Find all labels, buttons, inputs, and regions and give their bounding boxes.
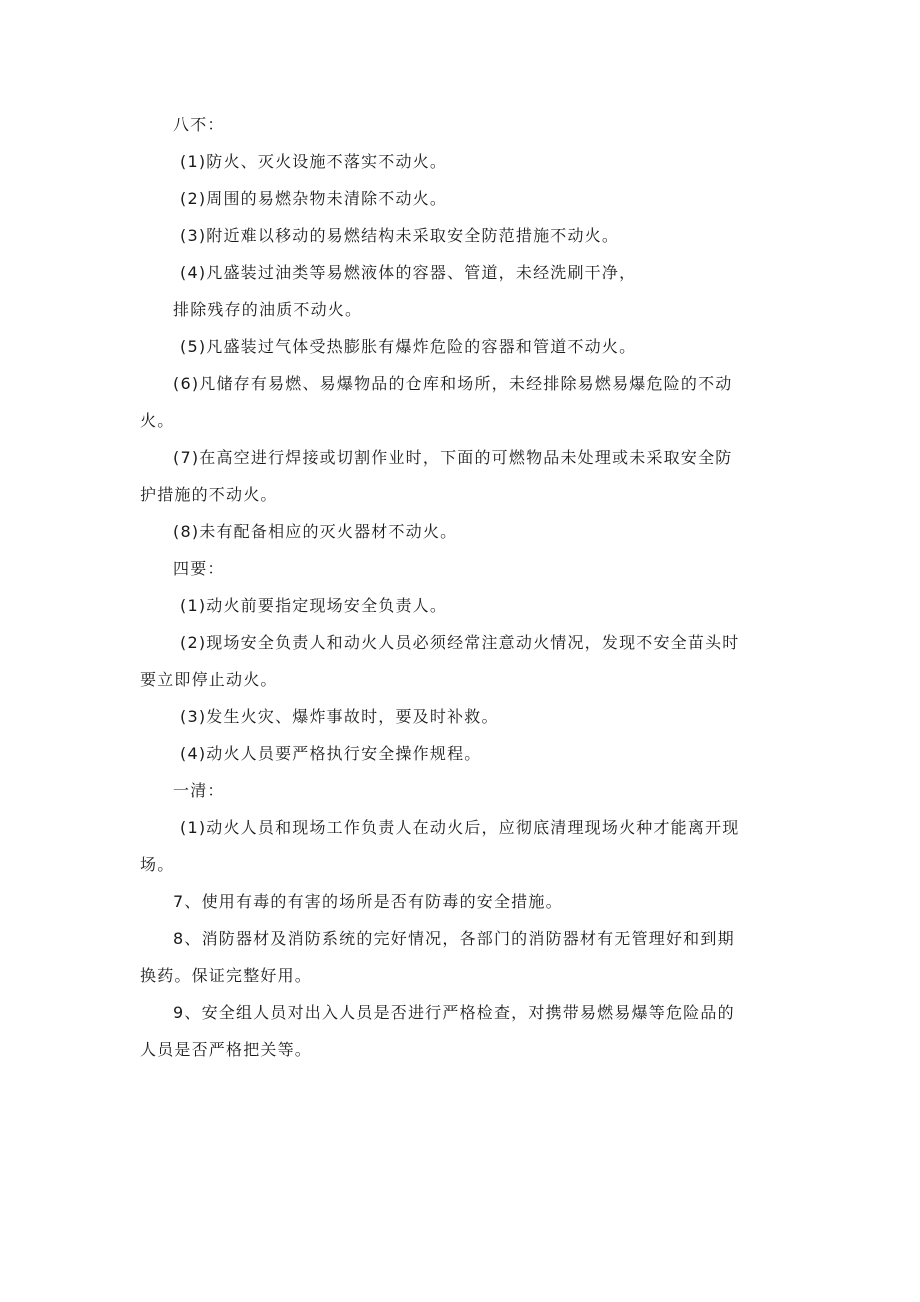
list-item: (2)现场安全负责人和动火人员必须经常注意动火情况，发现不安全苗头时	[180, 633, 740, 652]
list-item-continuation: 排除残存的油质不动火。	[173, 300, 363, 319]
list-item: (6)凡储存有易燃、易爆物品的仓库和场所，未经排除易燃易爆危险的不动	[173, 374, 733, 393]
list-item-continuation: 护措施的不动火。	[140, 485, 278, 504]
list-item: (1)防火、灭火设施不落实不动火。	[180, 152, 448, 171]
list-item: (3)附近难以移动的易燃结构未采取安全防范措施不动火。	[180, 226, 620, 245]
paragraph-continuation: 换药。保证完整好用。	[140, 966, 313, 985]
list-item-continuation: 要立即停止动火。	[140, 670, 278, 689]
list-item: (5)凡盛装过气体受热膨胀有爆炸危险的容器和管道不动火。	[180, 337, 637, 356]
list-item: (4)动火人员要严格执行安全操作规程。	[180, 744, 482, 763]
numbered-paragraph: 9、安全组人员对出入人员是否进行严格检查，对携带易燃易爆等危险品的	[173, 1003, 735, 1022]
section-heading-one-clear: 一清：	[173, 781, 225, 800]
list-item: (3)发生火灾、爆炸事故时，要及时补救。	[180, 707, 499, 726]
list-item: (1)动火人员和现场工作负责人在动火后，应彻底清理现场火种才能离开现	[180, 818, 740, 837]
paragraph-continuation: 人员是否严格把关等。	[140, 1040, 313, 1059]
numbered-paragraph: 7、使用有毒的有害的场所是否有防毒的安全措施。	[173, 892, 563, 911]
section-heading-four-musts: 四要：	[173, 559, 225, 578]
list-item: (2)周围的易燃杂物未清除不动火。	[180, 189, 448, 208]
list-item-continuation: 火。	[140, 411, 175, 430]
list-item: (7)在高空进行焊接或切割作业时，下面的可燃物品未处理或未采取安全防	[173, 448, 733, 467]
list-item-continuation: 场。	[140, 855, 175, 874]
section-heading-eight-nots: 八不：	[173, 115, 225, 134]
document-body	[140, 106, 790, 1068]
numbered-paragraph: 8、消防器材及消防系统的完好情况，各部门的消防器材有无管理好和到期	[173, 929, 735, 948]
list-item: (4)凡盛装过油类等易燃液体的容器、管道，未经洗刷干净，	[180, 263, 637, 282]
list-item: (1)动火前要指定现场安全负责人。	[180, 596, 448, 615]
list-item: (8)未有配备相应的灭火器材不动火。	[173, 522, 458, 541]
